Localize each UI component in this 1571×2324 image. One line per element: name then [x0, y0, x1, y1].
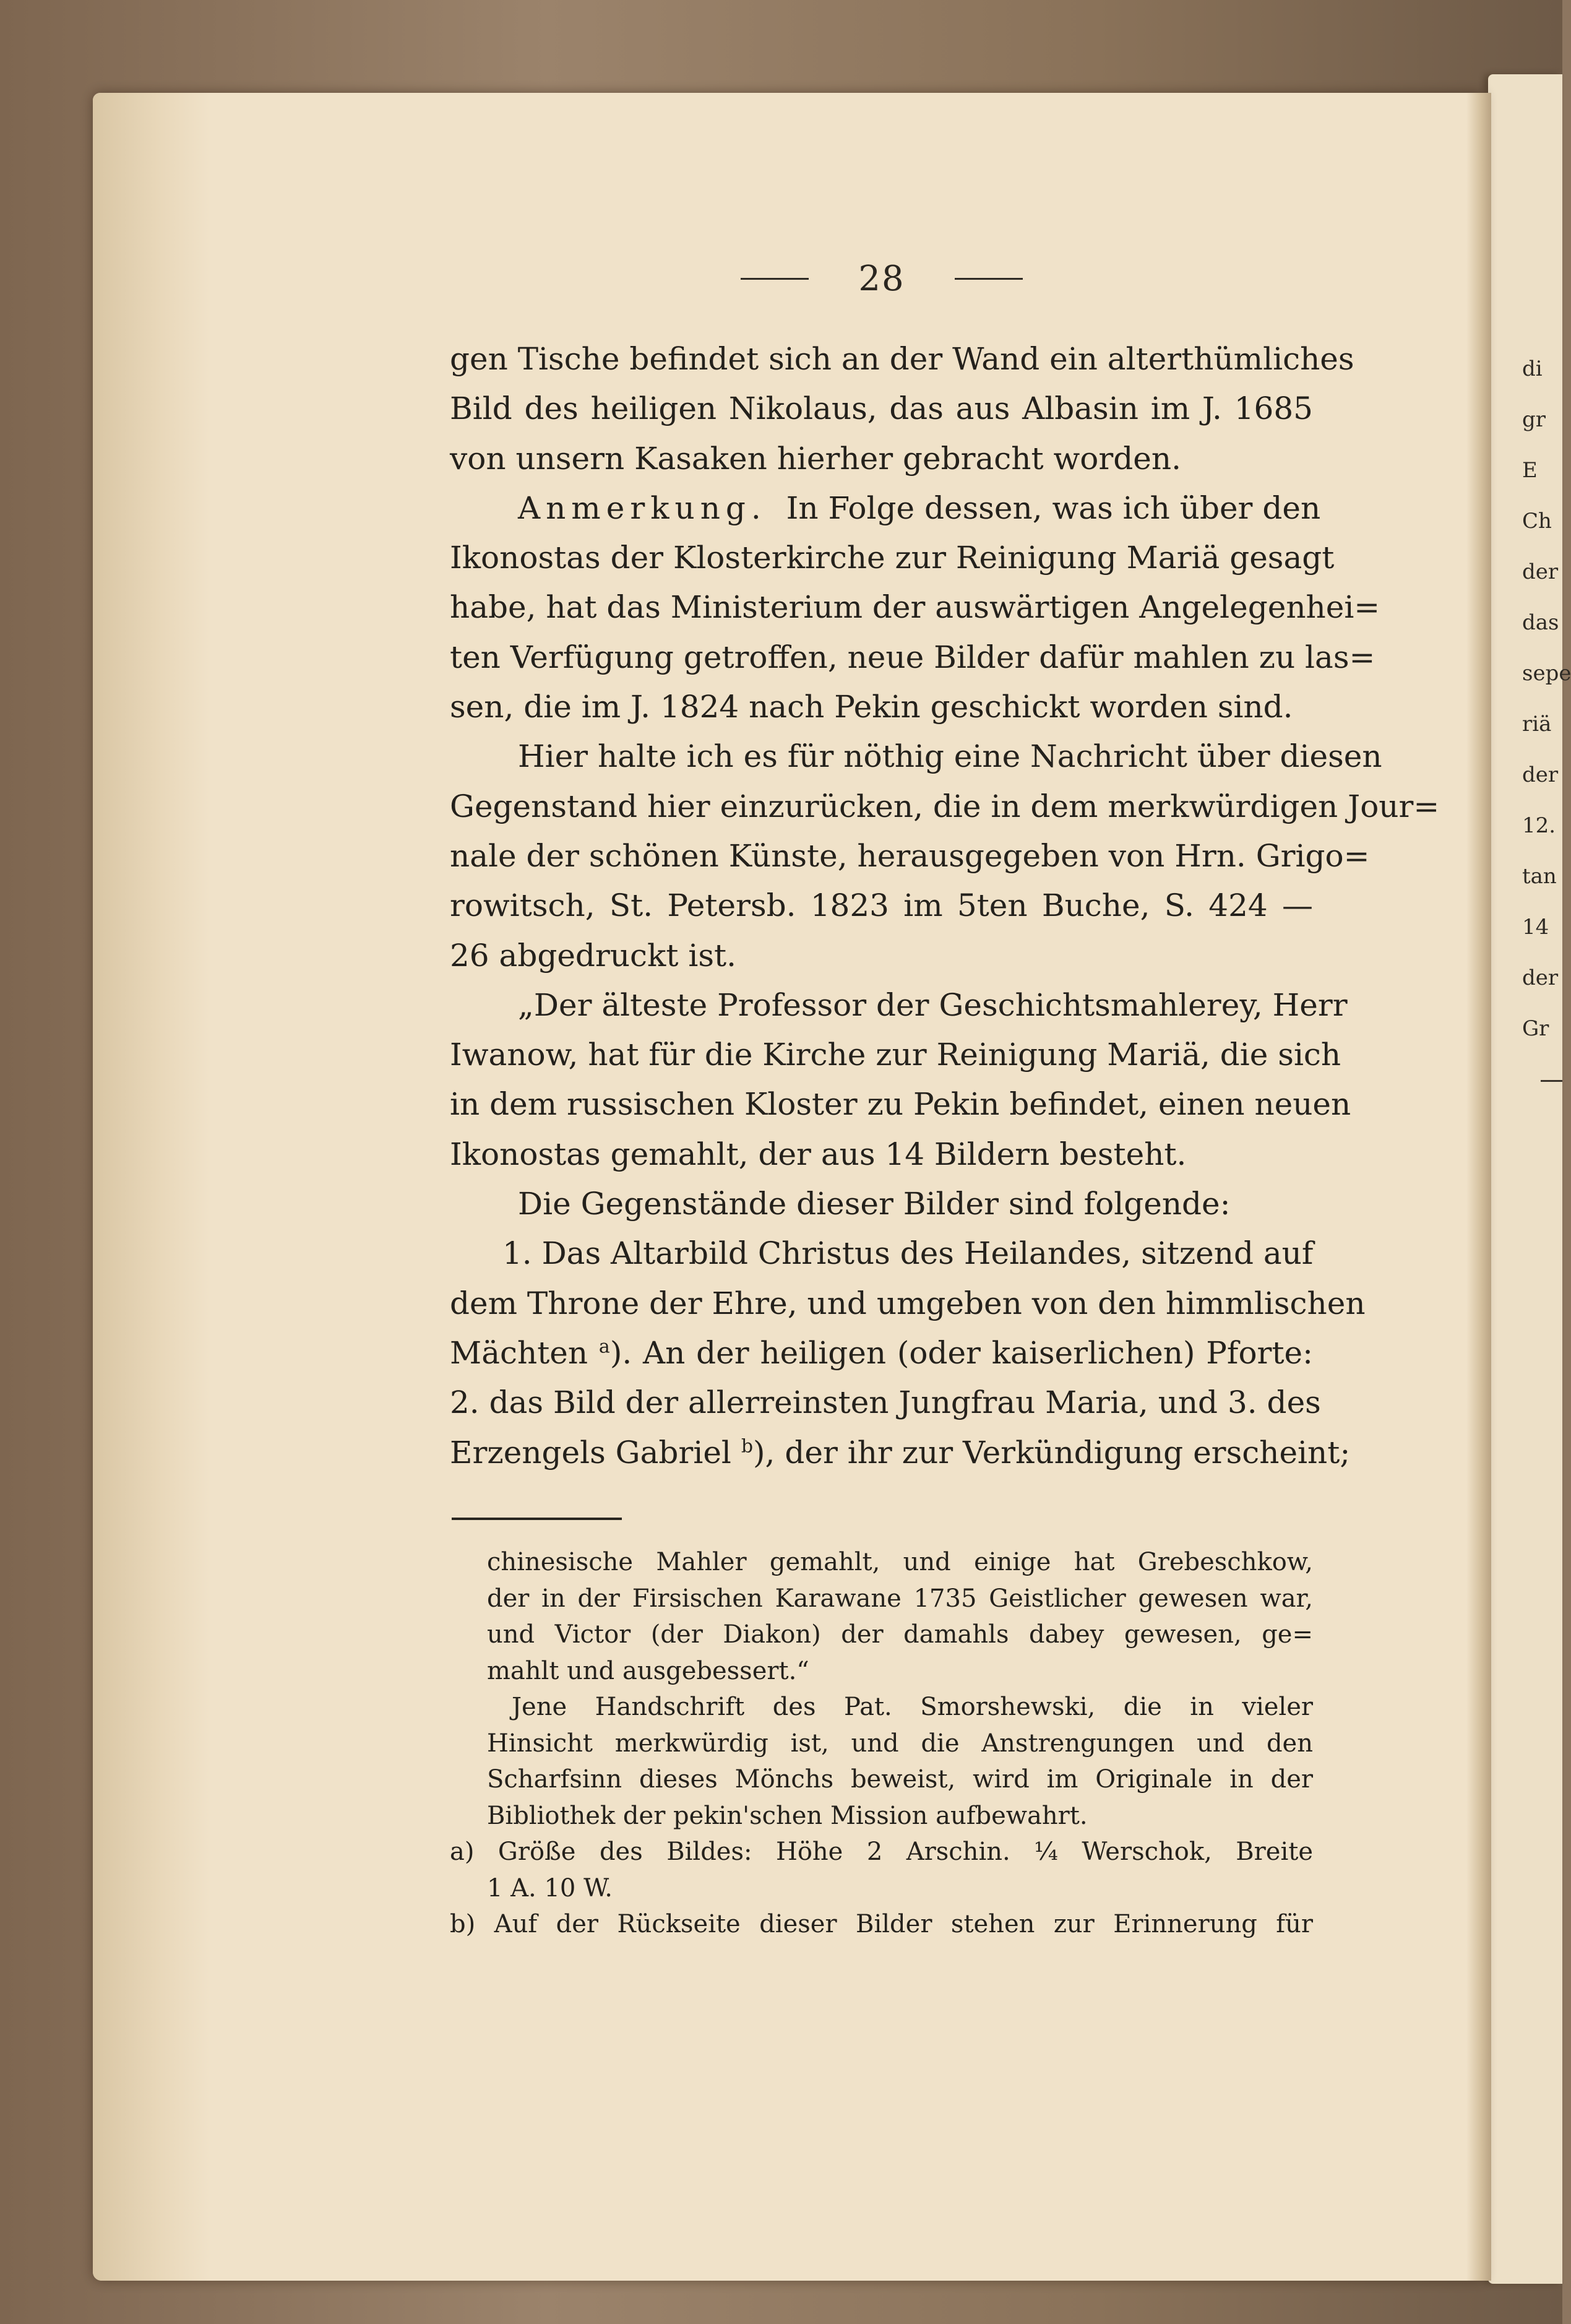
footnotes: [450, 1544, 1313, 1943]
page-gutter: [1466, 93, 1491, 2281]
facing-fragment: Gr: [1522, 1016, 1549, 1041]
facing-fragment: der: [1522, 559, 1559, 584]
text-line: von unsern Kasaken hierher gebracht worden.: [450, 440, 1181, 477]
footnote-line: Hinsicht merkwürdig ist, und die Anstrengungen und den: [487, 1729, 1313, 1758]
footnote-line: a) Größe des Bildes: Höhe 2 Arschin. ¼ Werschok, Breite: [450, 1838, 1313, 1866]
text-fragment: Erzengels Gabriel: [450, 1434, 731, 1471]
text-line: dem Throne der Ehre, und umgeben von den himmlischen: [450, 1285, 1366, 1321]
footnote-line: Scharfsinn dieses Mönchs beweist, wird im Originale in der: [487, 1765, 1313, 1794]
footnote-line: mahlt und ausgebessert.“: [487, 1656, 809, 1685]
text-line: [450, 483, 1321, 533]
footnote-line: der in der Firsischen Karawane 1735 Geistlicher gewesen war,: [487, 1584, 1313, 1613]
text-line: „Der älteste Professor der Geschichtsmahlerey, Herr: [518, 987, 1348, 1023]
header-dash-right: [955, 278, 1023, 280]
text-line: Bild des heiligen Nikolaus, das aus Albasin im J. 1685: [450, 391, 1313, 427]
text-fragment: ). An der heiligen (oder kaiserlichen) Pforte:: [609, 1334, 1313, 1371]
text-line: rowitsch, St. Petersb. 1823 im 5ten Buche, S. 424 —: [450, 888, 1313, 924]
text-line: ten Verfügung getroffen, neue Bilder dafür mahlen zu las=: [450, 639, 1375, 675]
facing-fragment: der: [1522, 965, 1559, 990]
footnote-line: und Victor (der Diakon) der damahls dabey gewesen, ge=: [487, 1620, 1313, 1649]
text-line: Iwanow, hat für die Kirche zur Reinigung Mariä, die sich: [450, 1037, 1341, 1073]
facing-fragment: riä: [1522, 712, 1552, 737]
footnote-line: Jene Handschrift des Pat. Smorshewski, die in vieler: [512, 1693, 1313, 1721]
footnote-line: chinesische Mahler gemahlt, und einige hat Grebeschkow,: [487, 1548, 1313, 1576]
text-line: 2. das Bild der allerreinsten Jungfrau Maria, und 3. des: [450, 1384, 1321, 1421]
text-line: gen Tische befindet sich an der Wand ein alterthümliches: [450, 341, 1354, 377]
text-line: [450, 1328, 1313, 1378]
text-line: sen, die im J. 1824 nach Pekin geschickt worden sind.: [450, 689, 1293, 725]
text-line: 26 abgedruckt ist.: [450, 937, 736, 974]
main-text: [450, 334, 1440, 1477]
text-line: Die Gegenstände dieser Bilder sind folgende:: [518, 1186, 1231, 1222]
page-header: [681, 254, 1083, 303]
text-line: nale der schönen Künste, herausgegeben von Hrn. Grigo=: [450, 837, 1370, 874]
page-number: 28: [858, 258, 905, 299]
text-fragment: ), der ihr zur Verkündigung erscheint;: [753, 1434, 1351, 1471]
footnote-line: Bibliothek der pekin'schen Mission aufbewahrt.: [487, 1801, 1088, 1830]
facing-fragment: das: [1522, 610, 1559, 635]
text-line: Ikonostas der Klosterkirche zur Reinigung Mariä gesagt: [450, 540, 1335, 576]
footnote-line: b) Auf der Rückseite dieser Bilder stehen zur Erinnerung für: [450, 1910, 1313, 1938]
text-line: habe, hat das Ministerium der auswärtigen Angelegenhei=: [450, 589, 1380, 626]
facing-fragment: E: [1522, 458, 1538, 483]
facing-fragment: 14: [1522, 915, 1549, 940]
text-line: 1. Das Altarbild Christus des Heilandes, sitzend auf: [502, 1235, 1314, 1272]
text-line: Hier halte ich es für nöthig eine Nachricht über diesen: [518, 738, 1382, 775]
footnote-marker-a: a: [598, 1336, 610, 1358]
text-line: Ikonostas gemahlt, der aus 14 Bildern besteht.: [450, 1136, 1187, 1172]
facing-fragment: sepe: [1522, 661, 1571, 686]
footnote-line: 1 A. 10 W.: [487, 1873, 613, 1903]
anmerkung-label: Anmerkung.: [518, 490, 767, 526]
facing-fragment: Ch: [1522, 509, 1552, 533]
facing-fragment: gr: [1522, 407, 1546, 432]
facing-fragment: der: [1522, 762, 1559, 787]
header-dash-left: [741, 278, 809, 280]
facing-fragment: di: [1522, 356, 1543, 381]
footnote-marker-b: b: [741, 1435, 754, 1457]
text-fragment: In Folge dessen, was ich über den: [786, 490, 1321, 526]
text-line: [450, 1428, 1351, 1477]
facing-fragment: tan: [1522, 864, 1557, 889]
text-fragment: Mächten: [450, 1334, 588, 1371]
facing-page-text: [1522, 343, 1571, 1054]
facing-fragment: 12.: [1522, 813, 1556, 838]
text-line: in dem russischen Kloster zu Pekin befindet, einen neuen: [450, 1086, 1351, 1123]
page-worn-edge: [93, 93, 210, 2281]
facing-page-rule: [1541, 1080, 1562, 1082]
text-line: Gegenstand hier einzurücken, die in dem merkwürdigen Jour=: [450, 788, 1440, 824]
footnote-separator: [452, 1518, 622, 1520]
